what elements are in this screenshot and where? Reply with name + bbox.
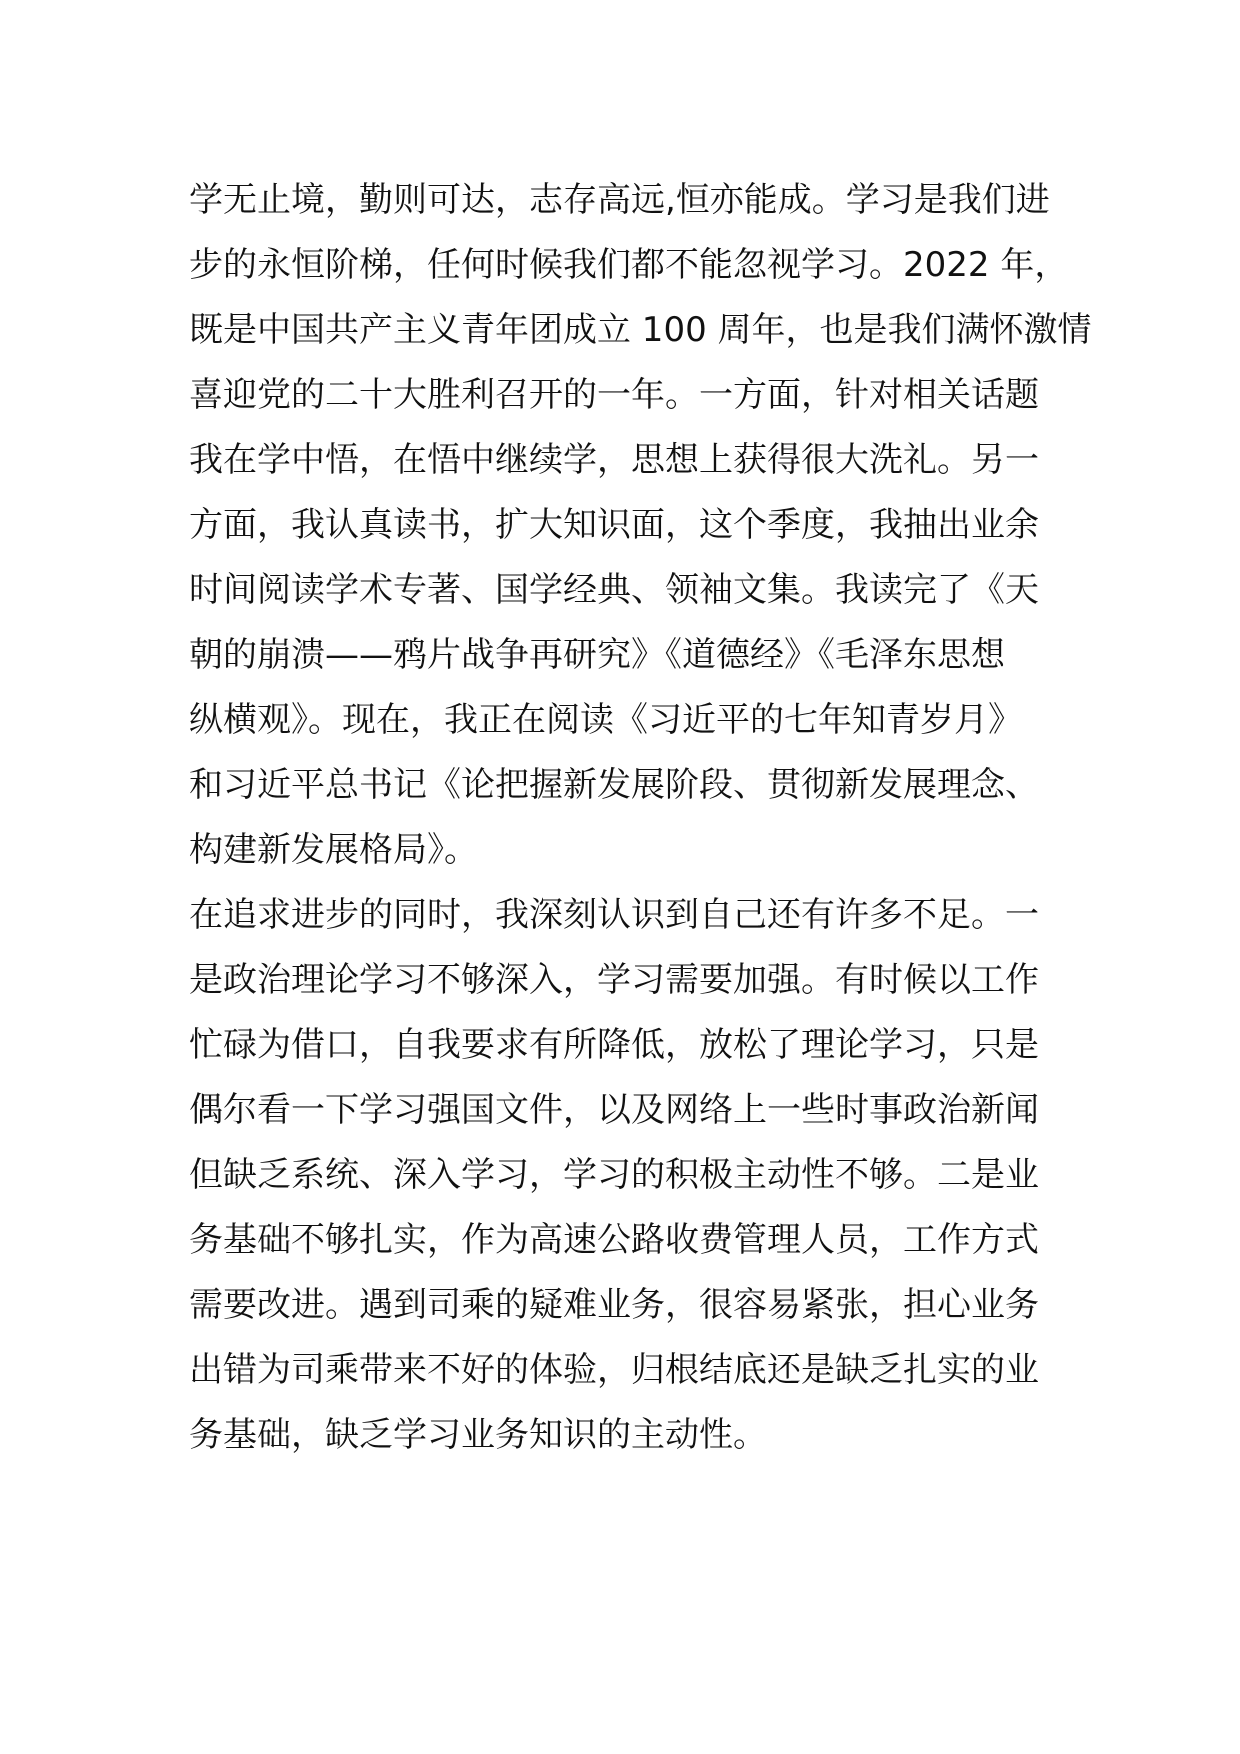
text-line: 朝的崩溃——鸦片战争再研究》《道德经》《毛泽东思想 [189,635,1005,675]
text-line: 和习近平总书记《论把握新发展阶段、贯彻新发展理念、 [189,765,1039,805]
text-line: 务基础，缺乏学习业务知识的主动性。 [189,1415,767,1455]
document-body [189,168,1092,1468]
text-line: 构建新发展格局》。 [189,830,478,870]
text-line: 我在学中悟，在悟中继续学，思想上获得很大洗礼。另一 [189,440,1039,480]
text-line: 忙碌为借口，自我要求有所降低，放松了理论学习，只是 [189,1025,1039,1065]
text-line: 喜迎党的二十大胜利召开的一年。一方面，针对相关话题 [189,375,1039,415]
text-line: 学无止境，勤则可达，志存高远,恒亦能成。学习是我们进 [189,180,1050,220]
text-line: 在追求进步的同时，我深刻认识到自己还有许多不足。一 [189,895,1039,935]
text-line: 偶尔看一下学习强国文件，以及网络上一些时事政治新闻 [189,1090,1039,1130]
text-line: 时间阅读学术专著、国学经典、领袖文集。我读完了《天 [189,570,1039,610]
text-line: 是政治理论学习不够深入，学习需要加强。有时候以工作 [189,960,1039,1000]
paragraph-study-progress [189,168,1092,883]
text-line: 方面，我认真读书，扩大知识面，这个季度，我抽出业余 [189,505,1039,545]
text-line: 务基础不够扎实，作为高速公路收费管理人员，工作方式 [189,1220,1039,1260]
text-line: 需要改进。遇到司乘的疑难业务，很容易紧张，担心业务 [189,1285,1039,1325]
text-line: 既是中国共产主义青年团成立 100 周年，也是我们满怀激情 [189,310,1092,350]
paragraph-shortcomings [189,883,1069,1468]
text-line: 但缺乏系统、深入学习，学习的积极主动性不够。二是业 [189,1155,1039,1195]
text-line: 出错为司乘带来不好的体验，归根结底还是缺乏扎实的业 [189,1350,1039,1390]
text-line: 纵横观》。现在，我正在阅读《习近平的七年知青岁月》 [189,700,1022,740]
text-line: 步的永恒阶梯，任何时候我们都不能忽视学习。2022 年， [189,245,1069,285]
